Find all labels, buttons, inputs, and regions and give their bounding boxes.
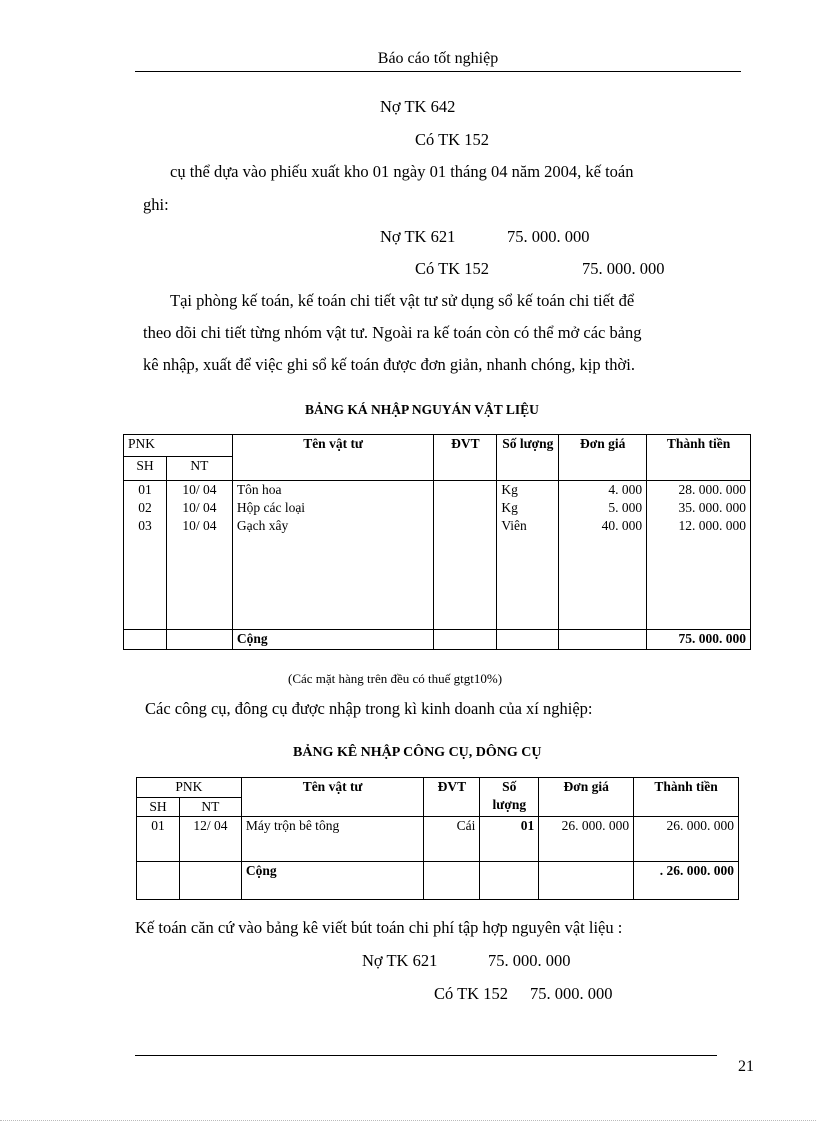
header-rule bbox=[135, 71, 741, 72]
table-row-cell: Hộp các loại bbox=[236, 500, 306, 515]
nt-header: NT bbox=[166, 457, 232, 481]
table2-tool-receipts bbox=[136, 777, 739, 900]
entry1-credit: Có TK 152 bbox=[415, 130, 489, 149]
table-row-cell: 10/ 04 bbox=[182, 500, 217, 515]
price-column bbox=[559, 481, 647, 630]
unit-header: ĐVT bbox=[434, 435, 497, 481]
unit-column bbox=[434, 481, 497, 630]
final-debit-amount: 75. 000. 000 bbox=[488, 951, 571, 970]
table2-total-label: Cộng bbox=[241, 862, 424, 900]
total-column bbox=[647, 481, 751, 630]
page-header-title: Báo cáo tốt nghiệp bbox=[377, 50, 499, 67]
para2-line2: theo dõi chi tiết từng nhóm vật tư. Ngoài ra kế toán còn có thể mở các bảng bbox=[143, 323, 642, 342]
unit-header: ĐVT bbox=[424, 778, 480, 817]
table1-note: (Các mặt hàng trên đều có thuế gtgt10%) bbox=[288, 671, 503, 686]
nt-header: NT bbox=[179, 798, 241, 817]
page-number: 21 bbox=[738, 1058, 754, 1075]
entry1-debit: Nợ TK 642 bbox=[380, 97, 456, 116]
sh-header: SH bbox=[124, 457, 167, 481]
final-credit: Có TK 152 bbox=[434, 984, 508, 1003]
pnk-header: PNK bbox=[124, 435, 233, 457]
nt-column bbox=[166, 481, 232, 630]
qty-column bbox=[497, 481, 559, 630]
name-column bbox=[232, 481, 434, 630]
table-row-cell: 28. 000. 000 bbox=[678, 482, 746, 497]
table2-title: BẢNG KÊ NHẬP CÔNG CỤ, DÔNG CỤ bbox=[293, 745, 542, 760]
table-row-cell: 4. 000 bbox=[608, 482, 643, 497]
para2-line3: kê nhập, xuất để việc ghi sổ kế toán được đơn giản, nhanh chóng, kịp thời. bbox=[143, 355, 635, 374]
final-credit-amount: 75. 000. 000 bbox=[530, 984, 613, 1003]
para4: Kế toán căn cứ vào bảng kê viết bút toán chi phí tập hợp nguyên vật liệu : bbox=[135, 918, 623, 937]
table-row-cell: Kg bbox=[501, 482, 518, 497]
sh-header: SH bbox=[137, 798, 180, 817]
table-row-cell: Viên bbox=[501, 518, 527, 533]
entry2-credit: Có TK 152 bbox=[415, 259, 489, 278]
table-row-cell: 02 bbox=[138, 500, 152, 515]
qty-header: Số lượng bbox=[497, 435, 559, 481]
para1-line2: ghi: bbox=[143, 195, 169, 214]
pnk-header: PNK bbox=[137, 778, 242, 798]
table-row-cell: 40. 000 bbox=[601, 518, 643, 533]
entry2-debit-amount: 75. 000. 000 bbox=[507, 227, 590, 246]
table-row-cell: Tôn hoa bbox=[236, 482, 282, 497]
entry2-credit-amount: 75. 000. 000 bbox=[582, 259, 665, 278]
table1-title: BẢNG KÁ NHẬP NGUYÁN VẬT LIỆU bbox=[305, 402, 539, 417]
final-debit: Nợ TK 621 bbox=[362, 951, 438, 970]
para3: Các công cụ, đông cụ được nhập trong kì kinh doanh của xí nghiệp: bbox=[145, 699, 593, 718]
price-header: Đơn giá bbox=[559, 435, 647, 481]
table-row-cell: 10/ 04 bbox=[182, 518, 217, 533]
table-row-cell: Gạch xây bbox=[236, 518, 289, 533]
sh-column bbox=[124, 481, 167, 630]
table-row-cell: 01 bbox=[138, 482, 152, 497]
table-row-cell: 5. 000 bbox=[608, 500, 643, 515]
para1-line1: cụ thể dựa vào phiếu xuất kho 01 ngày 01 tháng 04 năm 2004, kế toán bbox=[170, 162, 634, 181]
total-header: Thành tiền bbox=[647, 435, 751, 481]
table-row: 01 12/ 04 Máy trộn bê tông Cái 01 26. 000. 000 26. 000. 000 bbox=[137, 817, 739, 862]
price-header: Đơn giá bbox=[539, 778, 634, 817]
table1-total-value: 75. 000. 000 bbox=[647, 630, 751, 650]
page-edge-divider bbox=[0, 1120, 816, 1121]
table1-total-label: Cộng bbox=[232, 630, 434, 650]
entry2-debit: Nợ TK 621 bbox=[380, 227, 456, 246]
name-header: Tên vật tư bbox=[241, 778, 424, 817]
table1-material-receipts bbox=[123, 434, 751, 650]
table-row-cell: 10/ 04 bbox=[182, 482, 217, 497]
table-row-cell: Kg bbox=[501, 500, 518, 515]
footer-rule bbox=[135, 1055, 717, 1056]
table-row-cell: 03 bbox=[138, 518, 152, 533]
qty-header: Số lượng bbox=[480, 778, 539, 817]
table-row-cell: 35. 000. 000 bbox=[678, 500, 746, 515]
table-row-cell: 12. 000. 000 bbox=[678, 518, 746, 533]
total-header: Thành tiền bbox=[634, 778, 739, 817]
table2-total-value: . 26. 000. 000 bbox=[634, 862, 739, 900]
name-header: Tên vật tư bbox=[232, 435, 434, 481]
para2-line1: Tại phòng kế toán, kế toán chi tiết vật tư sử dụng sổ kế toán chi tiết để bbox=[170, 291, 635, 310]
